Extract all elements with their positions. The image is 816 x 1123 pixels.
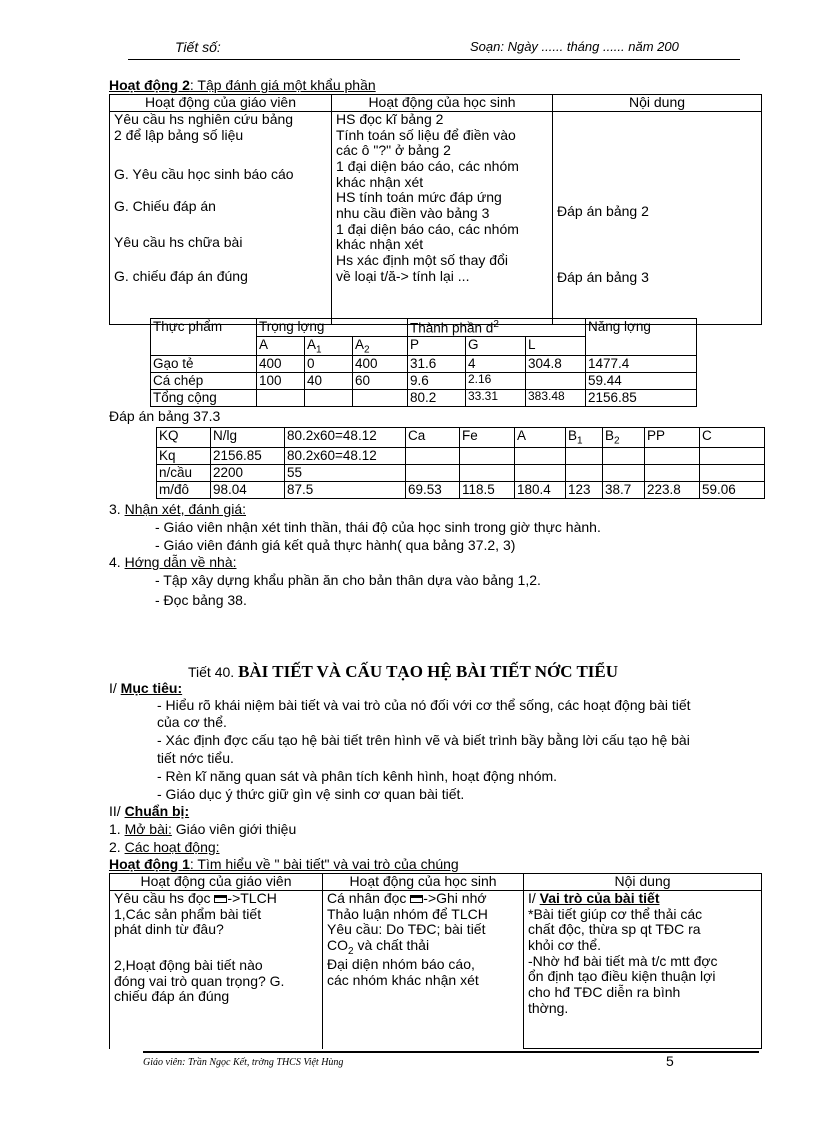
text-line: các nhóm khác nhận xét [327,971,479,988]
col-header-teacher: Hoạt động của giáo viên [110,874,323,891]
ans-cell [603,464,645,481]
header-rule [128,59,740,60]
text-line: chiếu đáp án đúng [114,988,230,1005]
text-line: 1,Các sản phẩm bài tiết [114,905,262,922]
h-energy: Năng lợng [586,319,697,356]
ans-h: KQ [157,428,211,448]
ans-cell [603,447,645,464]
co2-subscript: 2 [348,945,354,957]
text-line: Đáp án bảng 2 [557,203,649,219]
activity2-teacher-cell [110,112,332,325]
answer-table [156,427,765,499]
ans-h-b2 [603,428,645,448]
ans-cell: 59.06 [700,481,765,498]
content-title: Vai trò của bài tiết [539,890,660,906]
food-cell: 383.48 [526,390,586,407]
header-date: Soạn: Ngày ...... tháng ...... năm 200 [470,39,679,54]
objectives-heading [109,681,182,697]
ans-cell [700,464,765,481]
text-line [114,938,318,958]
col-header-student: Hoạt động của học sinh [332,95,553,112]
page-number: 5 [666,1053,674,1069]
food-cell [257,390,305,407]
objective-line: - Xác định đợc cấu tạo hệ bài tiết trên hình vẽ và biết trình bầy bằng lời cấu tạo hệ bài [157,732,690,748]
ans-cell: 80.2x60=48.12 [285,447,406,464]
sub-p: P [408,336,466,356]
food-cell: 31.6 [408,356,466,373]
food-cell: 0 [305,356,353,373]
text-line [114,891,318,907]
objective-line: của cơ thể. [157,714,227,730]
answer-table-label: Đáp án bảng 37.3 [109,408,221,424]
text-line: các ô "?" ở bảng 2 [336,142,451,159]
text-line: G. Yêu cầu học sinh báo cáo [114,166,294,183]
text-line: Đại diện nhóm báo cáo, [327,956,475,972]
prep-line-2 [109,840,220,856]
co2-text: CO [327,937,348,954]
text-line: HS tính toán mức đáp ứng [336,189,502,206]
sub-a [257,336,305,356]
section4-number: 4. [109,554,121,570]
text-line: thờng. [528,999,569,1016]
lesson40-title: BÀI TIẾT VÀ CẤU TẠO HỆ BÀI TIẾT NỚC TIỂU [238,662,619,681]
food-composition-table [150,318,697,407]
food-cell [305,390,353,407]
activity2-heading [109,78,376,94]
lesson40-heading [188,662,618,681]
content-num: I/ [528,890,536,906]
text-line [327,891,519,907]
sub-l: L [526,336,586,356]
text-line: chất độc, thừa sp qt TĐC ra [528,921,701,938]
ans-h-b1-text: B [568,428,578,443]
text-line: Tính toán số liệu để điền vào [336,126,516,143]
food-cell: 9.6 [408,373,466,390]
col-header-content: Nội dung [553,95,762,112]
ans-h: N/lg [211,428,285,448]
ans-h-b1-index: 1 [577,435,583,447]
ans-cell: 87.5 [285,481,406,498]
prep-l1-label: Mở bài: [124,821,172,837]
food-cell: 40 [305,373,353,390]
h-composition [408,319,586,337]
activity1-teacher-cell [110,891,323,1049]
food-cell: 304.8 [526,356,586,373]
section3-item: - Giáo viên đánh giá kết quả thực hành( qua bảng 37.2, 3) [155,537,516,553]
text-line: ổn định tạo điều kiện thuận lợi [528,968,716,985]
ans-h-b2-text: B [605,428,615,443]
student-read-suffix: ->Ghi nhớ [423,890,487,906]
food-cell: 100 [257,373,305,390]
text-line: đóng vai trò quan trọng? G. [114,972,285,989]
book-icon [410,895,423,903]
food-cell: 400 [353,356,408,373]
text-line: Yêu cầu hs nghiên cứu bảng [114,111,294,127]
text-line: 2 để lập bảng số liệu [114,126,244,143]
text-line: nhu cầu điền vào bảng 3 [336,205,490,222]
ans-cell: 98.04 [211,481,285,498]
objective-line: - Hiểu rõ khái niệm bài tiết và vai trò của nó đối với cơ thể sống, các hoạt động bài tiết [157,697,691,713]
ans-cell: m/đô [157,481,211,498]
objective-line: - Rèn kĩ năng quan sát và phân tích kênh hình, hoạt động nhóm. [157,768,558,784]
ans-h: 80.2x60=48.12 [285,428,406,448]
activity1-title: : Tìm hiểu về " bài tiết" và vai trò của chúng [189,856,459,872]
ans-cell: 118.5 [460,481,515,498]
ans-cell: 69.53 [406,481,460,498]
ans-h: Fe [460,428,515,448]
activity2-table [109,94,762,325]
section3-item: - Giáo viên nhận xét tinh thần, thái độ của học sinh trong giờ thực hành. [155,519,601,535]
section4-item: - Đọc bảng 38. [155,592,247,608]
col-header-student: Hoạt động của học sinh [323,874,524,891]
text-line: 1 đại diện báo cáo, các nhóm [336,158,519,175]
teacher-read-text: Yêu cầu hs đọc [114,890,211,906]
food-cell: 400 [257,356,305,373]
sub-a1 [305,336,353,356]
text-line: cho hđ TĐC diễn ra bình [528,984,681,1001]
h-composition-text: Thành phần d [410,320,494,336]
objective-line: - Giáo dục ý thức giữ gìn vệ sinh cơ quan bài tiết. [157,786,465,802]
text-line: phát dinh từ đâu? [114,921,224,938]
activity1-content-cell [524,891,762,1049]
ans-cell [406,447,460,464]
ans-h-b2-index: 2 [614,435,620,447]
activity1-label: Hoạt động 1 [109,856,190,872]
food-cell: 60 [353,373,408,390]
food-cell: 59.44 [586,373,697,390]
text-line: Đáp án bảng 3 [557,269,649,285]
text-line [327,938,519,957]
h-weight: Trọng lợng [257,319,408,337]
ans-h: C [700,428,765,448]
ans-h-b1 [566,428,603,448]
prep-l1-num: 1. [109,821,121,837]
ans-h: Ca [406,428,460,448]
activity2-label: Hoạt động 2 [109,77,190,93]
ans-cell [406,464,460,481]
food-cell: 80.2 [408,390,466,407]
ans-cell [645,447,700,464]
header-lesson-number: Tiết số: [175,39,221,55]
ans-cell [645,464,700,481]
text-line: G. Chiếu đáp án [114,198,216,215]
ans-cell [515,464,566,481]
text-line: khỏi cơ thể. [528,937,601,954]
text-line: Yêu cầu: Do TĐC; bài tiết [327,921,486,938]
section4-heading [109,555,237,571]
text-line: 1 đại diện báo cáo, các nhóm [336,220,519,237]
ans-h: A [515,428,566,448]
book-icon [214,895,227,903]
section3-heading [109,502,246,518]
ans-cell: 180.4 [515,481,566,498]
ans-cell [515,447,566,464]
text-line: Thảo luận nhóm để TLCH [327,905,488,922]
sub-a1-index: 1 [316,344,322,356]
objective-line: tiết nớc tiểu. [157,750,234,766]
ans-cell: 123 [566,481,603,498]
ans-cell: 38.7 [603,481,645,498]
food-cell: Gạo tẻ [151,356,257,373]
h-composition-sup: 2 [493,319,499,330]
ans-cell: n/cầu [157,464,211,481]
ans-cell [700,447,765,464]
text-line: -Nhờ hđ bài tiết mà t/c mtt đợc [528,952,718,969]
ans-cell [460,464,515,481]
ans-cell [460,447,515,464]
footer-author: Giáo viên: Trần Ngọc Kết, trờng THCS Việt Hùng [143,1057,344,1068]
prep-l2-label: Các hoạt động: [124,839,220,855]
ans-cell: 2200 [211,464,285,481]
sub-a1-text: A [307,336,317,352]
ans-cell [566,464,603,481]
food-cell: Cá chép [151,373,257,390]
sub-a2 [353,336,408,356]
ans-cell [566,447,603,464]
text-line: 2,Hoạt động bài tiết nào [114,957,263,974]
food-cell: 33.31 [466,390,526,407]
activity1-table [109,873,762,1049]
prep-heading [109,804,189,820]
food-cell: 4 [466,356,526,373]
activity1-heading [109,857,459,873]
sub-g: G [466,336,526,356]
col-header-content: Nội dung [524,874,762,891]
food-cell [353,390,408,407]
text-line: Yêu cầu hs chữa bài [114,234,243,251]
ans-cell: 2156.85 [211,447,285,464]
student-read-text: Cá nhân đọc [327,890,407,906]
section4-item: - Tập xây dựng khẩu phần ăn cho bản thân dựa vào bảng 1,2. [155,572,541,588]
food-cell [526,373,586,390]
col-header-teacher: Hoạt động của giáo viên [110,95,332,112]
prep-line-1 [109,822,296,838]
objectives-title: Mục tiêu: [120,680,183,696]
text-line: Hs xác định một số thay đổi [336,252,508,269]
prep-l1-text: Giáo viên giới thiệu [171,821,297,837]
activity2-content-cell [553,112,762,325]
text-line: HS đọc kĩ bảng 2 [336,111,444,127]
teacher-read-suffix: ->TLCH [227,890,277,906]
objectives-number: I/ [109,680,117,696]
text-line [528,891,757,907]
ans-cell: 55 [285,464,406,481]
lesson40-prefix: Tiết 40. [188,664,235,680]
prep-title: Chuẩn bị: [124,803,190,819]
text-line: G. chiếu đáp án đúng [114,268,248,285]
food-cell: 2156.85 [586,390,697,407]
activity2-title: : Tập đánh giá một khẩu phần [189,77,376,93]
section3-title: Nhận xét, đánh giá: [124,501,246,517]
sub-a2-text: A [355,336,365,352]
ans-cell: Kq [157,447,211,464]
text-line: về loại t/ă-> tính lại ... [336,267,470,284]
prep-number: II/ [109,803,121,819]
sub-a-text: A [259,336,269,352]
text-line: khác nhận xét [336,173,424,190]
text-line: *Bài tiết giúp cơ thể thải các [528,905,703,922]
h-food: Thực phẩm [151,319,257,356]
section3-number: 3. [109,501,121,517]
text-line: khác nhận xét [336,236,424,253]
food-cell: 2.16 [466,373,526,390]
food-cell: Tổng cộng [151,390,257,407]
activity2-student-cell [332,112,553,325]
sub-a2-index: 2 [364,344,370,356]
ans-cell: 223.8 [645,481,700,498]
section4-title: Hớng dẫn về nhà: [124,554,237,570]
food-cell: 1477.4 [586,356,697,373]
co2-suffix: và chất thải [353,937,430,954]
activity1-student-cell [323,891,524,1049]
ans-h: PP [645,428,700,448]
prep-l2-num: 2. [109,839,121,855]
